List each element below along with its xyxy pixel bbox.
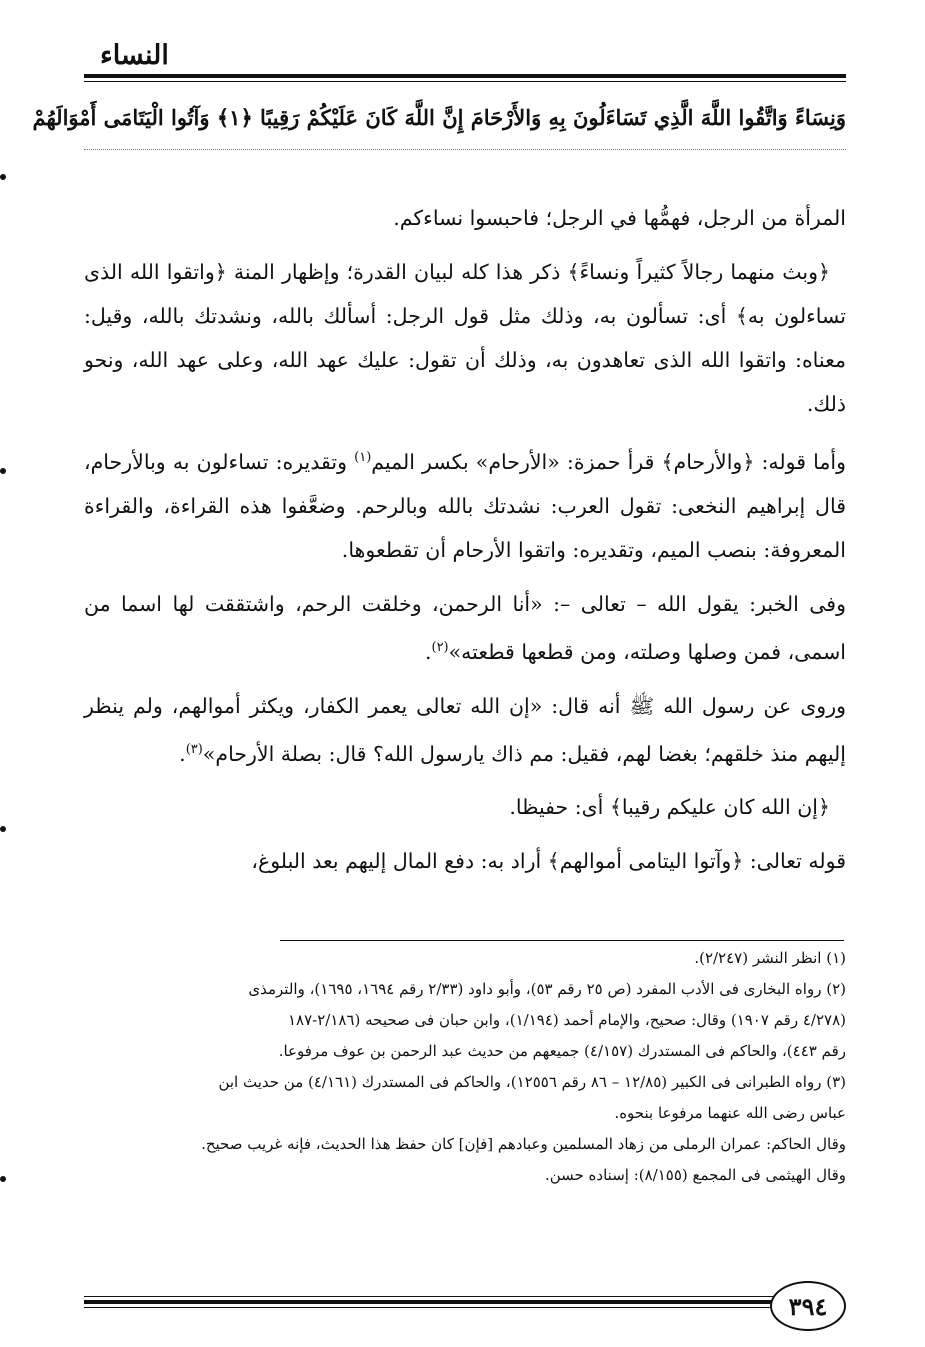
paragraph [84,436,846,572]
footnote [84,944,846,973]
margin-mark [0,1176,6,1182]
paragraph-text: . [424,639,432,664]
paragraph-text: وفى الخبر: يقول الله – تعالى –: «أنا الرحمن، وخلقت الرحم، واشتققت لها اسما من اسمى، فمن وصلها وصلته، ومن قطعها قطعته» [84,591,846,664]
quran-verse-line: وَنِسَاءً وَاتَّقُوا اللَّهَ الَّذِي تَسَاءَلُونَ بِهِ وَالأَرْحَامَ إِنَّ اللَّهَ كَانَ عَلَيْكُمْ رَقِيبًا ﴿١﴾ وَآتُوا الْيَتَامَى أَمْوَالَهُمْ [32,105,846,130]
paragraph-text: وروى عن رسول الله ﷺ أنه قال: «إن الله تعالى يعمر الكفار، ويكثر أموالهم، ولم ينظر إليهم منذ خلقهم؛ بغضا لهم، فقيل: مم ذاك يارسول الله؟ قال: بصلة الأرحام» [84,693,846,766]
paragraph-text: وأما قوله: ﴿والأرحام﴾ قرأ حمزة: «الأرحام» بكسر الميم [371,449,846,474]
surah-title: النساء [100,40,169,71]
margin-mark [0,174,6,180]
paragraph [84,839,846,883]
footnote-ref: (٢) [431,639,449,655]
footnote [84,975,846,1004]
footnote-text: وقال الهيثمى فى المجمع (٨/١٥٥): إسناده حسن. [544,1166,846,1184]
page-number-text: ٣٩٤ [788,1291,828,1321]
margin-mark [0,468,6,474]
footer-rule-thin [84,1307,789,1308]
paragraph [84,785,846,829]
paragraph-text: المرأة من الرجل، فهمُّها في الرجل؛ فاحبسوا نساءكم. [393,206,846,230]
footnotes [84,944,846,1192]
margin-mark [0,826,6,832]
tafsir-body [84,196,846,893]
footnote-continuation [84,1037,846,1066]
footnote-text: عباس رضى الله عنهما مرفوعا بنحوه. [614,1104,846,1122]
footnote-rule [280,940,844,941]
footnote-text: (٢) رواه البخارى فى الأدب المفرد (ص ٢٥ رقم ٥٣)، وأبو داود (٢/٣٣ رقم ١٦٩٤، ١٦٩٥)، والترمذى [248,980,846,998]
footnote-ref: (٣) [185,741,203,757]
paragraph [84,250,846,426]
verse-divider [84,149,846,150]
footnote-ref: (١) [354,450,372,465]
paragraph [84,196,846,240]
paragraph [84,684,846,776]
footnote-text: وقال الحاكم: عمران الرملى من زهاد المسلمين وعبادهم [فإن] كان حفظ هذا الحديث، فإنه غريب صحيح. [201,1135,846,1153]
footnote-text: (١) انظر النشر (٢/٢٤٧). [694,949,846,967]
header-rule [84,74,846,78]
footnote-text: رقم ٤٤٣)، والحاكم فى المستدرك (٤/١٥٧) جميعهم من حديث عبد الرحمن بن عوف مرفوعا. [278,1042,846,1060]
paragraph-text: ﴿وبث منهما رجالاً كثيراً ونساءً﴾ ذكر هذا كله لبيان القدرة؛ وإظهار المنة ﴿واتقوا الله الذى تساءلون به﴾ أى: تسألون به، وذلك مثل قول الرجل: أسألك بالله، ونشدتك بالله، وقيل: معناه: واتقوا الله الذى تعاهدون به، وذلك أن تقول: عليك عهد الله، وعلى عهد الله، ونحو ذلك. [84,260,846,416]
paragraph-text: ﴿إن الله كان عليكم رقيبا﴾ أى: حفيظا. [509,795,830,820]
footnote-text: (٤/٢٧٨ رقم ١٩٠٧) وقال: صحيح، والإمام أحمد (١/١٩٤)، وابن حبان فى صحيحه (٢/١٨٦-١٨٧ [287,1011,846,1029]
footnote-continuation [84,1130,846,1159]
footer-rule-thick [84,1300,789,1304]
paragraph-text: وتقديره: تساءلون به وبالأرحام، قال إبراهيم النخعى: تقول العرب: نشدتك بالله وبالرحم. وضعَّفوا هذه القراءة، والقراءة المعروفة: بنصب الميم، وتقديره: واتقوا الأرحام أن تقطعوها. [84,449,846,562]
footnote-continuation [84,1006,846,1035]
footnote-continuation [84,1099,846,1128]
footnote [84,1068,846,1097]
header-rule-thin [84,81,846,82]
page-number [770,1281,846,1331]
paragraph-text: قوله تعالى: ﴿وآتوا اليتامى أموالهم﴾ أراد به: دفع المال إليهم بعد البلوغ، [251,849,846,874]
footnote-continuation [84,1161,846,1190]
footer-rule [84,1296,789,1297]
paragraph-text: . [179,741,186,766]
paragraph [84,582,846,674]
footnote-text: (٣) رواه الطبرانى فى الكبير (١٢/٨٥ – ٨٦ رقم ١٢٥٥٦)، والحاكم فى المستدرك (٤/١٦١) من حديث ابن [218,1073,846,1091]
